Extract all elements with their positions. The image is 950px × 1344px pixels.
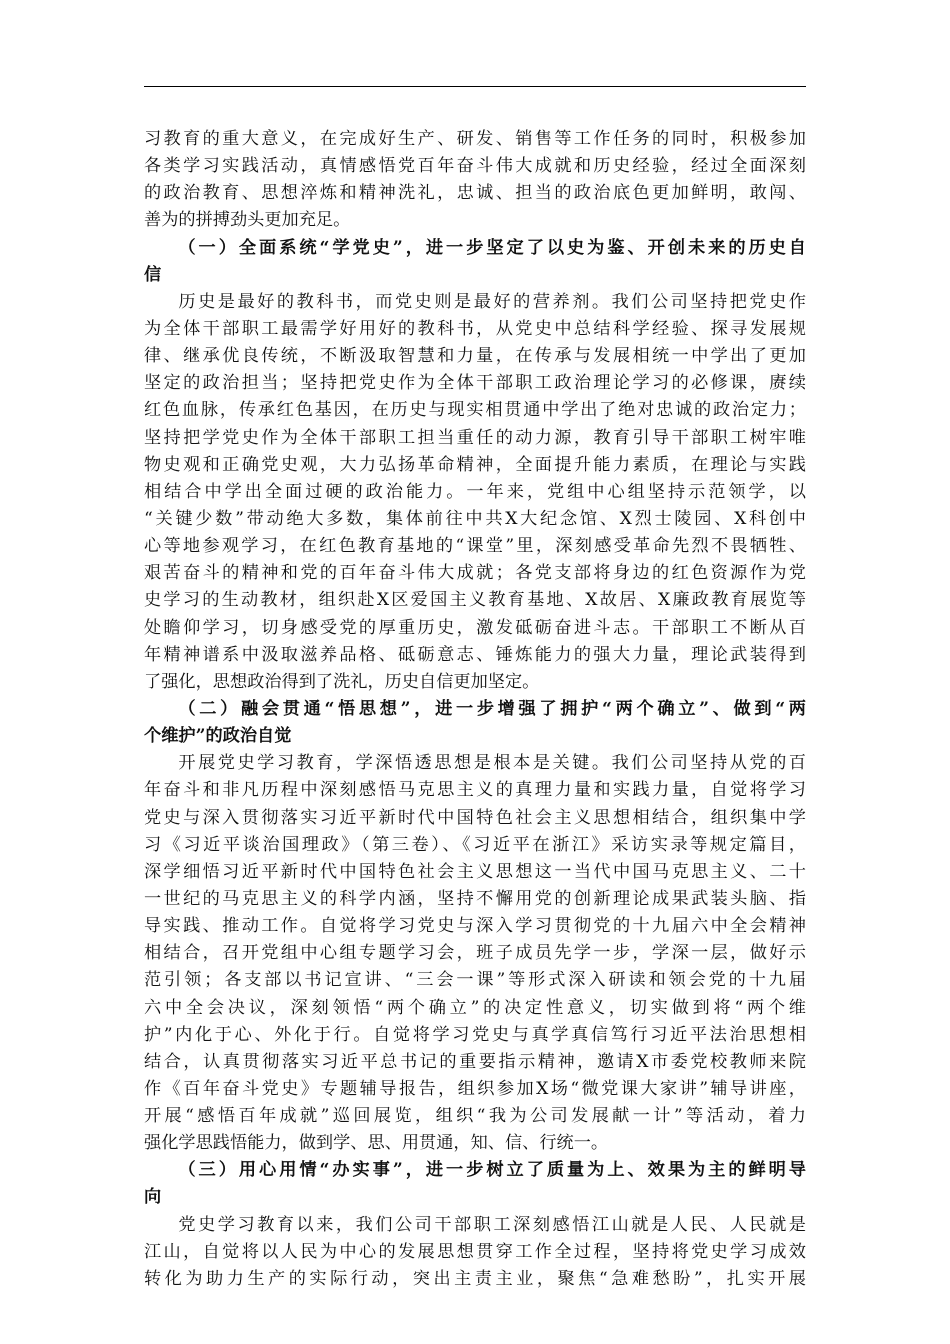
paragraph-line: 的政治教育、思想淬炼和精神洗礼，忠诚、担当的政治底色更加鲜明，敢闯、: [144, 183, 806, 204]
paragraph-line: 坚持把学党史作为全体干部职工担当重任的动力源，教育引导干部职工树牢唯: [144, 427, 806, 448]
paragraph-line: 转化为助力生产的实际行动，突出主责主业，聚焦“急难愁盼”，扎实开展: [144, 1268, 806, 1289]
paragraph-line: 年奋斗和非凡历程中深刻感悟马克思主义的真理力量和实践力量，自觉将学习: [144, 780, 806, 801]
paragraph-line: 律、继承优良传统，不断汲取智慧和力量，在传承与发展相统一中学出了更加: [144, 346, 806, 367]
paragraph-line: 开展党史学习教育，学深悟透思想是根本是关键。我们公司坚持从党的百: [178, 753, 806, 774]
paragraph-line: 坚定的政治担当；坚持把党史作为全体干部职工政治理论学习的必修课，赓续: [144, 373, 806, 394]
paragraph-line: “关键少数”带动绝大多数，集体前往中共X大纪念馆、X烈士陵园、X科创中: [144, 508, 806, 529]
paragraph-line: 历史是最好的教科书，而党史则是最好的营养剂。我们公司坚持把党史作: [178, 291, 806, 312]
paragraph-line: 一世纪的马克思主义的科学内涵，坚持不懈用党的创新理论成果武装头脑、指: [144, 888, 806, 909]
paragraph-line: 范引领；各支部以书记宣讲、“三会一课”等形式深入研读和领会党的十九届: [144, 970, 806, 991]
paragraph-line: 开展“感悟百年成就”巡回展览，组织“我为公司发展献一计”等活动，着力: [144, 1106, 806, 1127]
paragraph-line: 相结合，召开党组中心组专题学习会，班子成员先学一步，学深一层，做好示: [144, 943, 806, 964]
paragraph-line: 导实践、推动工作。自觉将学习党史与深入学习贯彻党的十九届六中全会精神: [144, 916, 806, 937]
section-heading: 信: [144, 264, 162, 285]
paragraph-line: 强化学思践悟能力，做到学、思、用贯通，知、信、行统一。: [144, 1133, 609, 1154]
paragraph-line: 了强化，思想政治得到了洗礼，历史自信更加坚定。: [144, 671, 540, 692]
paragraph-line: 相结合中学出全面过硬的政治能力。一年来，党组中心组坚持示范领学，以: [144, 481, 806, 502]
paragraph-line: 史学习的生动教材，组织赴X区爱国主义教育基地、X故居、X廉政教育展览等: [144, 590, 806, 611]
paragraph-line: 为全体干部职工最需学好用好的教科书，从党史中总结科学经验、探寻发展规: [144, 318, 806, 339]
paragraph-line: 江山，自觉将以人民为中心的发展思想贯穿工作全过程，坚持将党史学习成效: [144, 1241, 806, 1262]
section-heading: （三）用心用情“办实事”，进一步树立了质量为上、效果为主的鲜明导: [178, 1160, 806, 1181]
paragraph-line: 习教育的重大意义，在完成好生产、研发、销售等工作任务的同时，积极参加: [144, 129, 806, 149]
paragraph-line: 各类学习实践活动，真情感悟党百年奋斗伟大成就和历史经验，经过全面深刻: [144, 156, 806, 177]
section-heading: 个维护”的政治自觉: [144, 726, 292, 747]
paragraph-line: 处瞻仰学习，切身感受党的厚重历史，激发砥砺奋进斗志。干部职工不断从百: [144, 617, 806, 638]
paragraph-line: 善为的拼搏劲头更加充足。: [144, 210, 351, 231]
paragraph-line: 护”内化于心、外化于行。自觉将学习党史与真学真信笃行习近平法治思想相: [144, 1024, 806, 1045]
paragraph-line: 红色血脉，传承红色基因，在历史与现实相贯通中学出了绝对忠诚的政治定力；: [144, 400, 806, 421]
section-heading: （二）融会贯通“悟思想”，进一步增强了拥护“两个确立”、做到“两: [178, 698, 806, 719]
header-rule: [144, 86, 806, 87]
paragraph-line: 作《百年奋斗党史》专题辅导报告，组织参加X场“微党课大家讲”辅导讲座，: [144, 1078, 806, 1099]
paragraph-line: 年精神谱系中汲取滋养品格、砥砺意志、锤炼能力的强大力量，理论武装得到: [144, 644, 806, 665]
paragraph-line: 物史观和正确党史观，大力弘扬革命精神，全面提升能力素质，在理论与实践: [144, 454, 806, 475]
paragraph-line: 党史与深入贯彻落实习近平新时代中国特色社会主义思想相结合，组织集中学: [144, 807, 806, 828]
section-heading: （一）全面系统“学党史”，进一步坚定了以史为鉴、开创未来的历史自: [178, 237, 806, 258]
paragraph-line: 结合，认真贯彻落实习近平总书记的重要指示精神，邀请X市委党校教师来院: [144, 1051, 806, 1072]
paragraph-line: 艰苦奋斗的精神和党的百年奋斗伟大成就；各党支部将身边的红色资源作为党: [144, 563, 806, 584]
paragraph-line: 六中全会决议，深刻领悟“两个确立”的决定性意义，切实做到将“两个维: [144, 997, 806, 1018]
paragraph-line: 深学细悟习近平新时代中国特色社会主义思想这一当代中国马克思主义、二十: [144, 861, 806, 882]
paragraph-line: 习《习近平谈治国理政》（第三卷）、《习近平在浙江》采访实录等规定篇目，: [144, 834, 806, 855]
paragraph-line: 心等地参观学习，在红色教育基地的“课堂”里，深刻感受革命先烈不畏牺牲、: [144, 536, 806, 557]
paragraph-line: 党史学习教育以来，我们公司干部职工深刻感悟江山就是人民、人民就是: [178, 1214, 806, 1235]
section-heading: 向: [144, 1187, 162, 1208]
document-body: [144, 126, 806, 1293]
